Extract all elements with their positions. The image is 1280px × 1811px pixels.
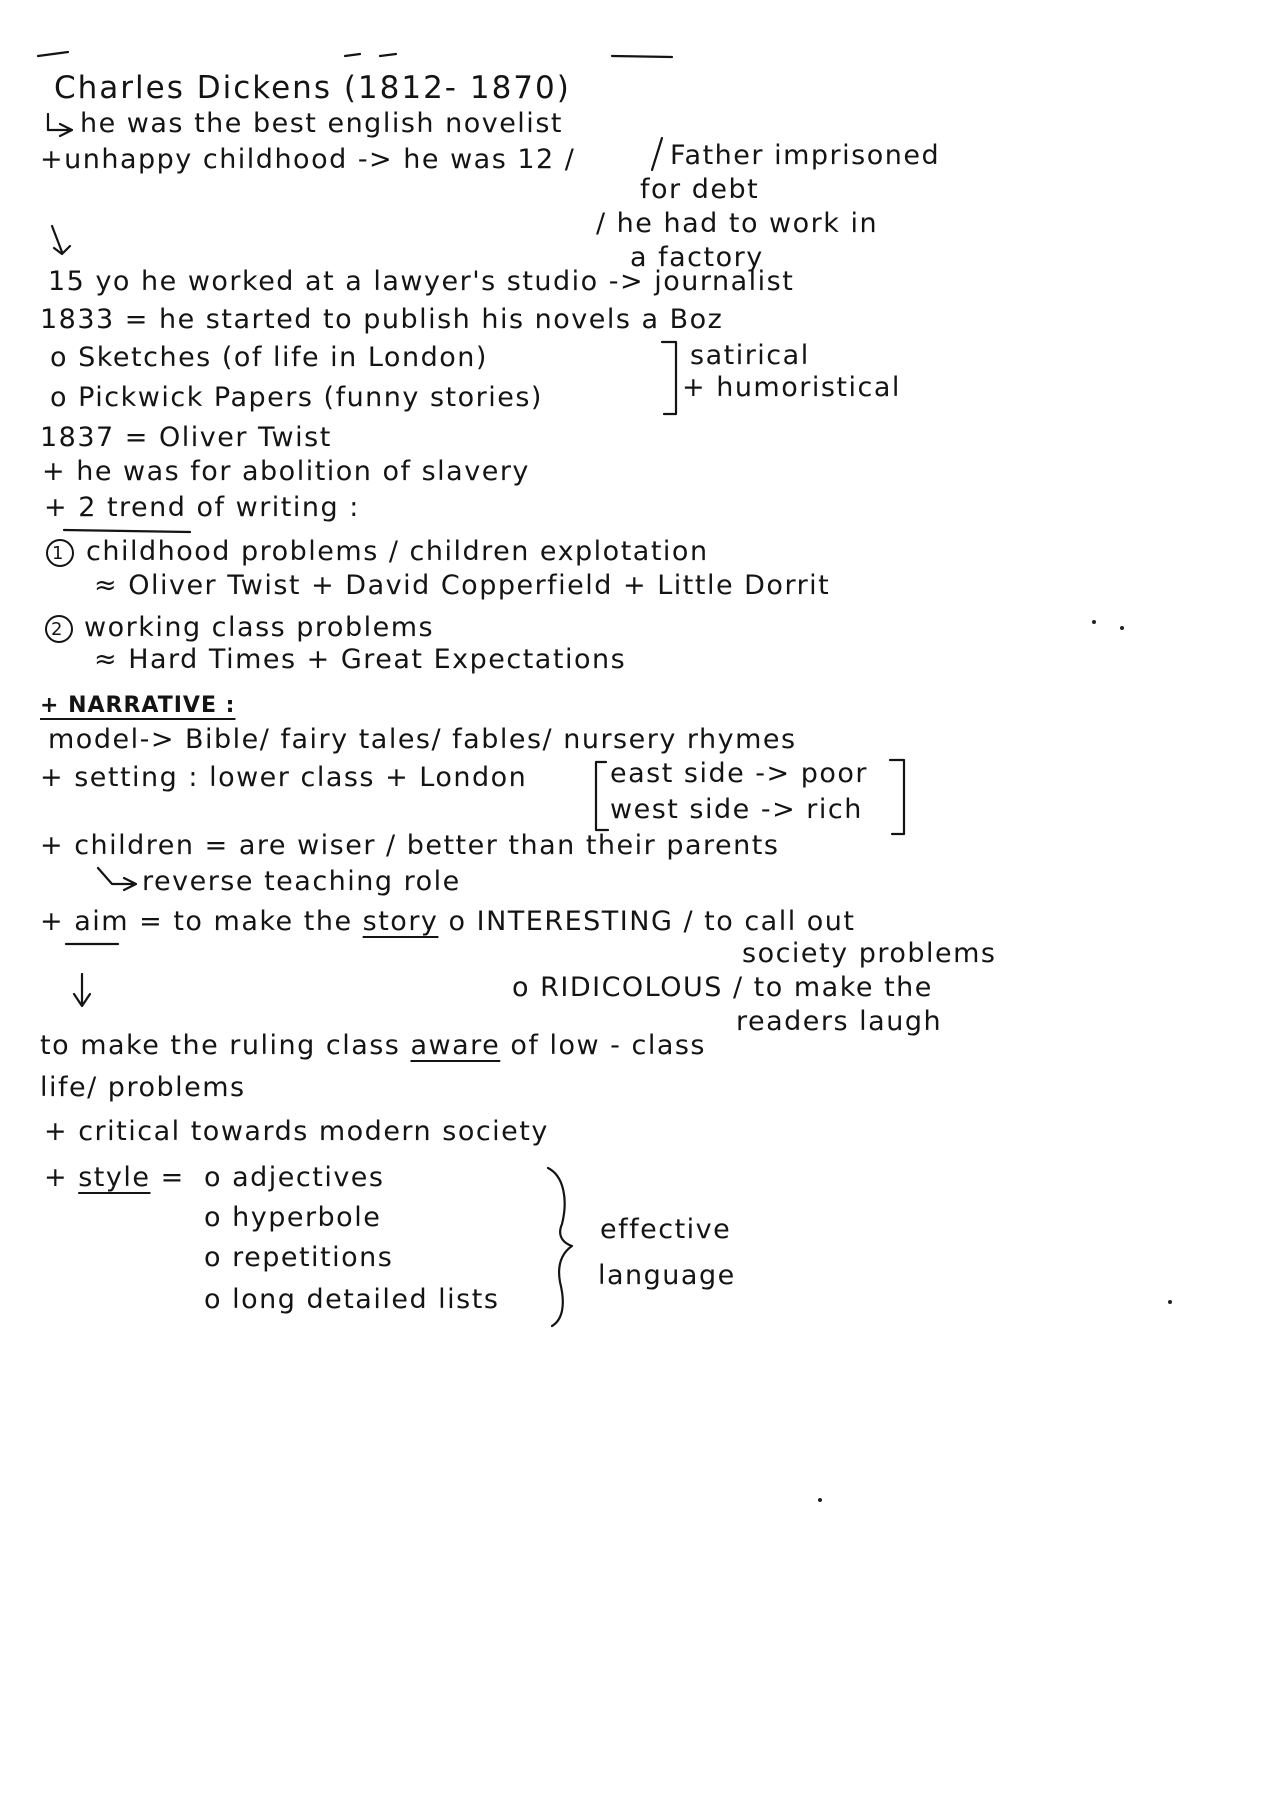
arrow-icon — [98, 868, 136, 890]
note-line: o Sketches (of life in London) — [50, 342, 488, 373]
style-item: o hyperbole — [204, 1202, 382, 1233]
scribble-mark — [612, 56, 672, 57]
style-word: style — [78, 1162, 151, 1193]
ink-dot — [818, 1498, 822, 1502]
note-line: 1833 = he started to publish his novels a Boz — [40, 304, 724, 335]
note-line: reverse teaching role — [142, 866, 461, 897]
note-line: + 2 trend of writing : — [44, 492, 360, 523]
story-word: story — [362, 906, 439, 937]
note-line: working class problems — [84, 612, 435, 643]
note-line: o Pickwick Papers (funny stories) — [50, 382, 543, 413]
note-line: west side -> rich — [610, 794, 863, 825]
underline-mark — [64, 530, 190, 532]
note-line: + setting : lower class + London — [40, 762, 528, 793]
note-line: + critical towards modern society — [44, 1116, 549, 1147]
arrow-icon — [48, 114, 72, 136]
note-line: ≈ Hard Times + Great Expectations — [94, 644, 627, 675]
ink-dot — [1092, 620, 1096, 624]
down-arrow-icon — [74, 974, 90, 1006]
note-line: society problems — [742, 938, 997, 969]
aware-word: aware — [410, 1030, 501, 1061]
note-line: he was the best english novelist — [80, 108, 563, 139]
note-line: + children = are wiser / better than their parents — [40, 830, 780, 861]
bracket-mark — [890, 760, 904, 834]
note-line: readers laugh — [736, 1006, 943, 1037]
style-item: o long detailed lists — [204, 1284, 500, 1315]
note-line: childhood problems / children explotation — [86, 536, 709, 567]
note-line: / he had to work in — [596, 208, 879, 239]
bracket-mark — [596, 762, 608, 830]
note-line: + he was for abolition of slavery — [42, 456, 530, 487]
ruling-text: to make the ruling class — [40, 1030, 401, 1061]
ink-dot — [1168, 1300, 1172, 1304]
note-line: 1837 = Oliver Twist — [40, 422, 332, 453]
note-line: + humoristical — [682, 372, 901, 403]
note-line: a factory — [630, 242, 764, 273]
scribble-mark — [38, 52, 68, 56]
ink-dot — [1120, 626, 1124, 630]
circle-mark — [46, 616, 72, 642]
note-line: effective — [600, 1214, 732, 1245]
note-line: language — [598, 1260, 736, 1291]
aim-interesting: o INTERESTING / to call out — [448, 906, 856, 937]
low-class-text: of low - class — [510, 1030, 707, 1061]
note-line: east side -> poor — [610, 758, 869, 789]
note-line: satirical — [690, 340, 810, 371]
brace-mark — [548, 1168, 572, 1326]
circled-number-2: 2 — [51, 619, 63, 640]
note-line: ≈ Oliver Twist + David Copperfield + Little Dorrit — [94, 570, 831, 601]
circled-number-1: 1 — [52, 543, 64, 564]
style-item: o repetitions — [204, 1242, 394, 1273]
note-line: model-> Bible/ fairy tales/ fables/ nursery rhymes — [48, 724, 797, 755]
page-title: Charles Dickens (1812- 1870) — [54, 70, 571, 106]
note-line: for debt — [640, 174, 760, 205]
plus-sign: + — [44, 1162, 69, 1193]
style-item: o adjectives — [204, 1162, 385, 1193]
down-arrow-icon — [52, 226, 70, 254]
equals-sign: = — [160, 1162, 185, 1193]
slash-mark — [652, 138, 662, 170]
note-line: o RIDICOLOUS / to make the — [512, 972, 933, 1003]
note-line: 15 yo he worked at a lawyer's studio -> journalist — [48, 266, 795, 297]
note-line: life/ problems — [40, 1072, 246, 1103]
scribble-mark — [345, 54, 396, 56]
bracket-mark — [662, 342, 676, 414]
aim-text: + aim = to make the — [40, 906, 353, 937]
narrative-heading: + NARRATIVE : — [40, 693, 236, 718]
note-line: Father imprisoned — [670, 140, 941, 171]
circle-mark — [47, 540, 73, 566]
note-line: +unhappy childhood -> he was 12 / — [40, 144, 576, 175]
